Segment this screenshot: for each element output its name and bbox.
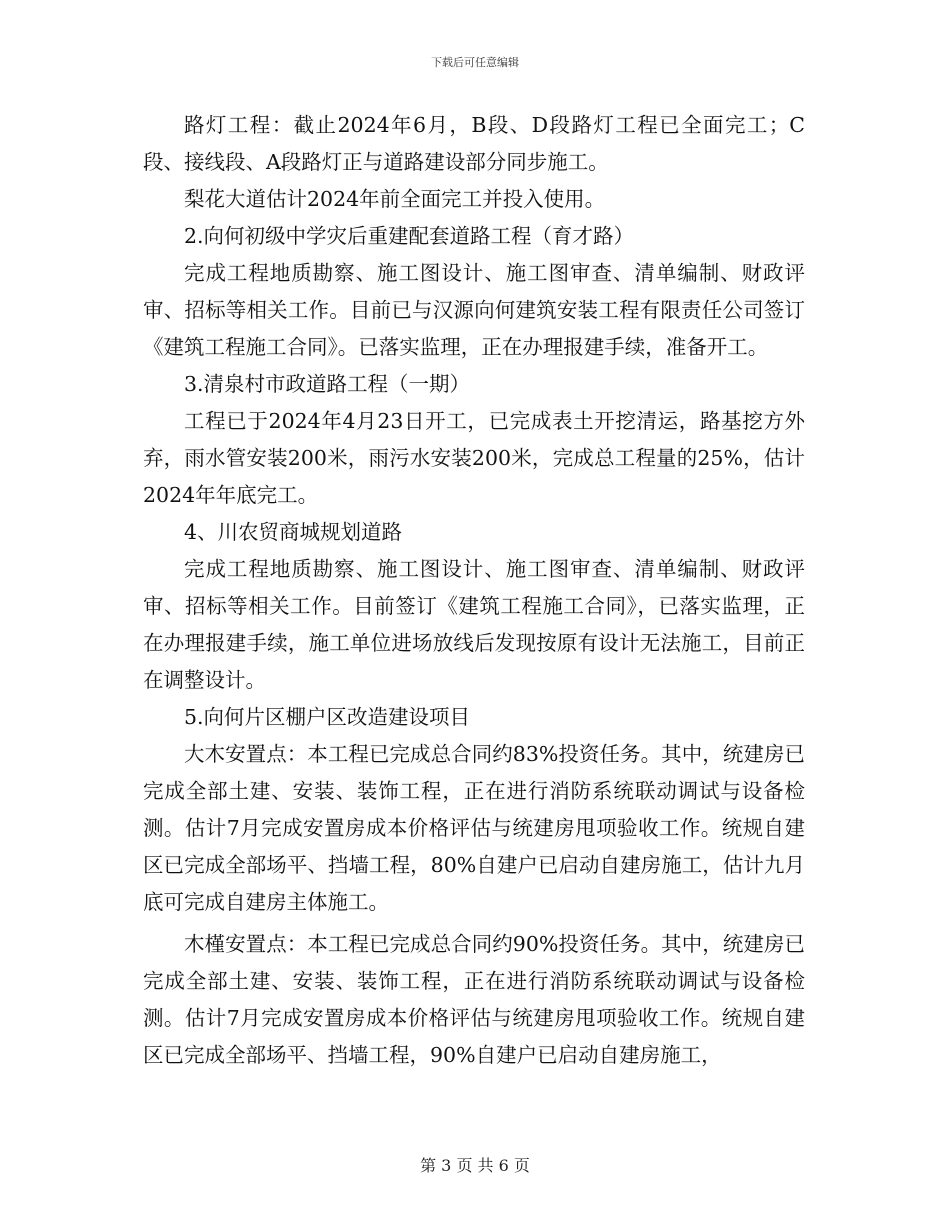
paragraph-damu-site: 大木安置点：本工程已完成总合同约83%投资任务。其中，统建房已完成全部土建、安装、装饰工程，正在进行消防系统联动调试与设备检测。估计7月完成安置房成本价格评估与统建房甩项验收工作。统规自建区已完成全部场平、挡墙工程，80%自建户已启动自建房施工，估计九月底可完成自建房主体施工。 <box>143 742 805 914</box>
heading-chuannong-road: 4、川农贸商城规划道路 <box>184 520 403 544</box>
page-header: 下载后可任意编辑 <box>431 56 519 69</box>
paragraph-mujin-site: 木槿安置点：本工程已完成总合同约90%投资任务。其中，统建房已完成全部土建、安装、装饰工程，正在进行消防系统联动调试与设备检测。估计7月完成安置房成本价格评估与统建房甩项验收工作。统规自建区已完成全部场平、挡墙工程，90%自建户已启动自建房施工， <box>143 932 805 1067</box>
paragraph-yucai-road: 完成工程地质勘察、施工图设计、施工图审查、清单编制、财政评审、招标等相关工作。目前已与汉源向何建筑安装工程有限责任公司签订《建筑工程施工合同》。已落实监理，正在办理报建手续，准备开工。 <box>143 261 805 359</box>
paragraph-qingquan-road: 工程已于2024年4月23日开工，已完成表土开挖清运，路基挖方外弃，雨水管安装200米，雨污水安装200米，完成总工程量的25%，估计2024年年底完工。 <box>143 409 805 507</box>
paragraph-street-lights: 路灯工程：截止2024年6月，B段、D段路灯工程已全面完工；C段、接线段、A段路灯正与道路建设部分同步施工。 <box>143 113 805 174</box>
paragraph-lihua-avenue: 梨花大道估计2024年前全面完工并投入使用。 <box>184 187 606 211</box>
paragraph-chuannong-road: 完成工程地质勘察、施工图设计、施工图审查、清单编制、财政评审、招标等相关工作。目前签订《建筑工程施工合同》，已落实监理，正在办理报建手续，施工单位进场放线后发现按原有设计无法施工，目前正在调整设计。 <box>143 557 805 692</box>
heading-qingquan-road: 3.清泉村市政道路工程（一期） <box>184 372 471 396</box>
heading-yucai-road: 2.向何初级中学灾后重建配套道路工程（育才路） <box>184 224 635 248</box>
heading-shantytown-project: 5.向何片区棚户区改造建设项目 <box>184 705 471 729</box>
document-body <box>143 107 805 1074</box>
page-number-footer: 第 3 页 共 6 页 <box>420 1156 530 1175</box>
